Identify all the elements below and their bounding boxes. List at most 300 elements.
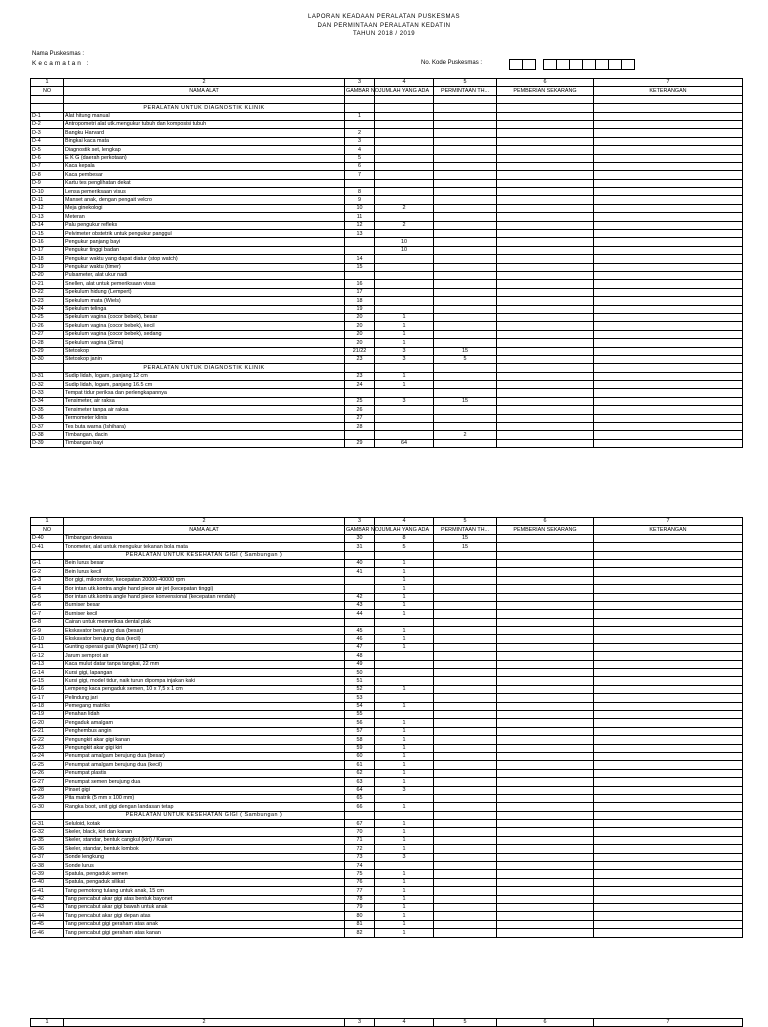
table-row	[31, 929, 743, 937]
cell-nama-alat: Pelvimeter obstetrik untuk pengukur panggul	[64, 230, 345, 238]
cell-nama-alat: Timbangan dewasa	[64, 534, 345, 542]
table-row	[31, 288, 743, 296]
cell-jumlah	[375, 414, 434, 422]
cell-no: D-41	[31, 543, 64, 551]
table-row	[31, 887, 743, 895]
cell-pemberian	[497, 221, 594, 229]
cell-no: D-14	[31, 221, 64, 229]
col-num: 3	[345, 518, 375, 526]
cell-pemberian	[497, 828, 594, 836]
cell-no: D-8	[31, 171, 64, 179]
col-num: 4	[375, 79, 434, 87]
table-row	[31, 694, 743, 702]
cell-jumlah	[375, 146, 434, 154]
table-row	[31, 129, 743, 137]
cell-jumlah	[375, 271, 434, 279]
cell-jumlah	[375, 255, 434, 263]
cell-pemberian	[497, 305, 594, 313]
table-row	[31, 439, 743, 447]
cell-permintaan	[434, 576, 497, 584]
cell-permintaan	[434, 280, 497, 288]
cell-permintaan	[434, 702, 497, 710]
cell-keterangan	[594, 204, 743, 212]
cell-jumlah: 3	[375, 397, 434, 405]
cell-jumlah	[375, 112, 434, 120]
cell-pemberian	[497, 803, 594, 811]
cell-permintaan	[434, 820, 497, 828]
table-row	[31, 794, 743, 802]
cell-nama-alat: Timbangan, dacin	[64, 431, 345, 439]
cell-keterangan	[594, 534, 743, 542]
table-row	[31, 803, 743, 811]
cell-permintaan	[434, 313, 497, 321]
header-jumlah: JUMLAH YANG ADA	[375, 87, 434, 95]
cell-gambar	[345, 389, 375, 397]
cell-keterangan	[594, 439, 743, 447]
cell-jumlah	[375, 862, 434, 870]
cell-nama-alat: Tempat tidur periksa dan perlengkapannya	[64, 389, 345, 397]
cell-gambar: 25	[345, 397, 375, 405]
cell-no: D-29	[31, 347, 64, 355]
table-row	[31, 120, 743, 128]
cell-gambar: 15	[345, 263, 375, 271]
cell-gambar: 4	[345, 146, 375, 154]
cell-gambar: 29	[345, 439, 375, 447]
cell-gambar: 67	[345, 820, 375, 828]
empty-cell	[594, 364, 743, 372]
cell-keterangan	[594, 744, 743, 752]
cell-nama-alat: Burniser kecil	[64, 610, 345, 618]
cell-keterangan	[594, 585, 743, 593]
table-row	[31, 618, 743, 626]
cell-gambar: 31	[345, 543, 375, 551]
cell-pemberian	[497, 853, 594, 861]
section-no-cell	[31, 551, 64, 559]
cell-keterangan	[594, 677, 743, 685]
cell-keterangan	[594, 188, 743, 196]
cell-permintaan	[434, 601, 497, 609]
table-row	[31, 702, 743, 710]
cell-pemberian	[497, 593, 594, 601]
cell-jumlah: 1	[375, 372, 434, 380]
cell-pemberian	[497, 677, 594, 685]
equipment-table-1	[30, 78, 743, 448]
empty-cell	[375, 95, 434, 103]
cell-keterangan	[594, 389, 743, 397]
cell-nama-alat: Penumpat amalgam berujung dua (kecil)	[64, 761, 345, 769]
cell-gambar: 26	[345, 406, 375, 414]
cell-keterangan	[594, 313, 743, 321]
table-row	[31, 313, 743, 321]
cell-no: D-1	[31, 112, 64, 120]
cell-gambar	[345, 585, 375, 593]
cell-pemberian	[497, 643, 594, 651]
col-num: 5	[434, 79, 497, 87]
cell-pemberian	[497, 397, 594, 405]
cell-gambar: 49	[345, 660, 375, 668]
cell-jumlah: 1	[375, 381, 434, 389]
cell-permintaan	[434, 786, 497, 794]
cell-nama-alat: Spatula, pengaduk silikat	[64, 878, 345, 886]
cell-jumlah: 1	[375, 878, 434, 886]
cell-keterangan	[594, 397, 743, 405]
cell-gambar: 45	[345, 627, 375, 635]
empty-cell	[345, 551, 375, 559]
cell-no: D-39	[31, 439, 64, 447]
table-row	[31, 196, 743, 204]
cell-jumlah: 1	[375, 593, 434, 601]
cell-pemberian	[497, 137, 594, 145]
cell-keterangan	[594, 727, 743, 735]
cell-gambar	[345, 271, 375, 279]
cell-nama-alat: Spatula, pengaduk semen	[64, 870, 345, 878]
cell-no: G-14	[31, 669, 64, 677]
cell-permintaan	[434, 744, 497, 752]
cell-permintaan	[434, 794, 497, 802]
empty-cell	[594, 95, 743, 103]
cell-keterangan	[594, 694, 743, 702]
cell-nama-alat: Gunting operasi gusi (Wagner) (12 cm)	[64, 643, 345, 651]
cell-nama-alat: Tes buta warna (Ishihara)	[64, 423, 345, 431]
cell-jumlah: 10	[375, 246, 434, 254]
cell-gambar: 71	[345, 836, 375, 844]
cell-permintaan	[434, 221, 497, 229]
cell-keterangan	[594, 610, 743, 618]
cell-gambar: 3	[345, 137, 375, 145]
col-num: 1	[31, 518, 64, 526]
cell-pemberian	[497, 322, 594, 330]
cell-nama-alat: Stetoskop janin	[64, 355, 345, 363]
cell-no: D-31	[31, 372, 64, 380]
cell-jumlah: 1	[375, 330, 434, 338]
cell-permintaan	[434, 660, 497, 668]
cell-gambar: 20	[345, 339, 375, 347]
cell-gambar: 47	[345, 643, 375, 651]
cell-permintaan	[434, 836, 497, 844]
cell-jumlah: 1	[375, 559, 434, 567]
cell-pemberian	[497, 146, 594, 154]
cell-permintaan	[434, 322, 497, 330]
cell-no: G-26	[31, 769, 64, 777]
cell-nama-alat: Kursi gigi, lapangan	[64, 669, 345, 677]
cell-jumlah: 1	[375, 895, 434, 903]
cell-gambar: 63	[345, 778, 375, 786]
cell-no: D-5	[31, 146, 64, 154]
cell-nama-alat: Pengukur tinggi badan	[64, 246, 345, 254]
cell-nama-alat: Meteran	[64, 213, 345, 221]
cell-permintaan	[434, 255, 497, 263]
cell-jumlah	[375, 288, 434, 296]
header-permintaan: PERMINTAAN TH...	[434, 526, 497, 534]
cell-pemberian	[497, 618, 594, 626]
cell-permintaan	[434, 112, 497, 120]
cell-no: G-24	[31, 752, 64, 760]
cell-jumlah: 1	[375, 601, 434, 609]
cell-pemberian	[497, 162, 594, 170]
column-number-row	[31, 1019, 743, 1027]
col-num: 6	[497, 79, 594, 87]
table-row	[31, 895, 743, 903]
cell-jumlah: 1	[375, 719, 434, 727]
cell-keterangan	[594, 230, 743, 238]
cell-nama-alat: Kartu tes penglihatan dekat	[64, 179, 345, 187]
cell-gambar: 60	[345, 752, 375, 760]
empty-cell	[375, 104, 434, 112]
cell-gambar: 40	[345, 559, 375, 567]
cell-pemberian	[497, 129, 594, 137]
cell-jumlah	[375, 154, 434, 162]
cell-jumlah: 1	[375, 845, 434, 853]
equipment-table-3-cutoff	[30, 1018, 743, 1027]
table-row	[31, 635, 743, 643]
cell-permintaan	[434, 845, 497, 853]
cell-jumlah	[375, 660, 434, 668]
table-row	[31, 912, 743, 920]
cell-pemberian	[497, 903, 594, 911]
cell-permintaan	[434, 685, 497, 693]
cell-no: G-30	[31, 803, 64, 811]
cell-nama-alat: Bangku Harvard	[64, 129, 345, 137]
table-row	[31, 146, 743, 154]
cell-pemberian	[497, 213, 594, 221]
cell-nama-alat: Stetoskop	[64, 347, 345, 355]
cell-pemberian	[497, 188, 594, 196]
cell-keterangan	[594, 660, 743, 668]
col-num: 2	[64, 518, 345, 526]
cell-pemberian	[497, 710, 594, 718]
cell-keterangan	[594, 601, 743, 609]
cell-nama-alat: Pulsameter, alat ukur nadi	[64, 271, 345, 279]
empty-cell	[594, 104, 743, 112]
table-row	[31, 280, 743, 288]
cell-nama-alat: Pengungkit akar gigi kanan	[64, 736, 345, 744]
cell-permintaan	[434, 330, 497, 338]
cell-gambar: 41	[345, 568, 375, 576]
cell-gambar: 11	[345, 213, 375, 221]
cell-jumlah: 1	[375, 752, 434, 760]
section-row	[31, 811, 743, 819]
cell-gambar: 74	[345, 862, 375, 870]
cell-permintaan	[434, 895, 497, 903]
cell-no: D-3	[31, 129, 64, 137]
cell-gambar: 6	[345, 162, 375, 170]
cell-keterangan	[594, 719, 743, 727]
cell-permintaan	[434, 669, 497, 677]
cell-nama-alat: Pemegang matriks	[64, 702, 345, 710]
cell-pemberian	[497, 246, 594, 254]
cell-keterangan	[594, 171, 743, 179]
cell-gambar: 43	[345, 601, 375, 609]
table-row	[31, 593, 743, 601]
cell-pemberian	[497, 685, 594, 693]
cell-pemberian	[497, 204, 594, 212]
cell-permintaan	[434, 414, 497, 422]
cell-no: D-11	[31, 196, 64, 204]
cell-gambar: 75	[345, 870, 375, 878]
cell-nama-alat: Tang pencabut akar gigi bawah untuk anak	[64, 903, 345, 911]
cell-no: G-35	[31, 836, 64, 844]
cell-pemberian	[497, 736, 594, 744]
cell-pemberian	[497, 238, 594, 246]
cell-no: D-22	[31, 288, 64, 296]
cell-pemberian	[497, 576, 594, 584]
cell-jumlah: 1	[375, 929, 434, 937]
cell-keterangan	[594, 355, 743, 363]
table-row	[31, 543, 743, 551]
cell-nama-alat: Jarum semprot air	[64, 652, 345, 660]
cell-gambar: 23	[345, 355, 375, 363]
cell-pemberian	[497, 372, 594, 380]
column-header-row	[31, 87, 743, 95]
cell-keterangan	[594, 736, 743, 744]
cell-no: G-3	[31, 576, 64, 584]
cell-permintaan: 15	[434, 347, 497, 355]
cell-keterangan	[594, 912, 743, 920]
cell-nama-alat: Sudip lidah, logam, panjang 12 cm	[64, 372, 345, 380]
cell-permintaan	[434, 769, 497, 777]
cell-no: G-15	[31, 677, 64, 685]
cell-permintaan	[434, 652, 497, 660]
cell-pemberian	[497, 845, 594, 853]
cell-no: G-6	[31, 601, 64, 609]
cell-nama-alat: Ekskavator berujung dua (besar)	[64, 627, 345, 635]
cell-pemberian	[497, 761, 594, 769]
cell-no: D-28	[31, 339, 64, 347]
table-row	[31, 719, 743, 727]
table-row	[31, 576, 743, 584]
cell-no: G-8	[31, 618, 64, 626]
cell-no: G-32	[31, 828, 64, 836]
cell-no: D-19	[31, 263, 64, 271]
cell-gambar: 82	[345, 929, 375, 937]
report-title	[0, 13, 768, 39]
header-no: NO	[31, 526, 64, 534]
cell-pemberian	[497, 120, 594, 128]
cell-jumlah	[375, 213, 434, 221]
cell-no: D-40	[31, 534, 64, 542]
table-row	[31, 627, 743, 635]
cell-pemberian	[497, 752, 594, 760]
header-gambar: GAMBAR NO.	[346, 526, 381, 533]
cell-no: G-28	[31, 786, 64, 794]
cell-jumlah: 1	[375, 920, 434, 928]
cell-no: G-13	[31, 660, 64, 668]
table-row	[31, 601, 743, 609]
cell-pemberian	[497, 862, 594, 870]
cell-nama-alat: Sonde lurus	[64, 862, 345, 870]
cell-nama-alat: Diagnostik set, lengkap	[64, 146, 345, 154]
cell-nama-alat: Pengukur panjang bayi	[64, 238, 345, 246]
title-line-3: TAHUN 2018 / 2019	[352, 31, 416, 37]
table-row	[31, 423, 743, 431]
cell-no: D-9	[31, 179, 64, 187]
cell-keterangan	[594, 794, 743, 802]
cell-jumlah	[375, 196, 434, 204]
table-row	[31, 862, 743, 870]
cell-keterangan	[594, 543, 743, 551]
cell-keterangan	[594, 820, 743, 828]
cell-permintaan	[434, 288, 497, 296]
cell-pemberian	[497, 389, 594, 397]
cell-nama-alat: Penumpat amalgam berujung dua (besar)	[64, 752, 345, 760]
cell-keterangan	[594, 146, 743, 154]
cell-keterangan	[594, 406, 743, 414]
cell-jumlah: 1	[375, 828, 434, 836]
cell-pemberian	[497, 920, 594, 928]
cell-pemberian	[497, 786, 594, 794]
cell-jumlah	[375, 263, 434, 271]
cell-nama-alat: Timbangan bayi	[64, 439, 345, 447]
cell-pemberian	[497, 836, 594, 844]
cell-nama-alat: Penumpat semen berujung dua	[64, 778, 345, 786]
empty-cell	[345, 364, 375, 372]
cell-gambar: 54	[345, 702, 375, 710]
cell-permintaan	[434, 129, 497, 137]
cell-nama-alat: Bor intan utk.kontra angle hand piece konvensional (kecepatan rendah)	[64, 593, 345, 601]
section-no-cell	[31, 104, 64, 112]
empty-cell	[375, 811, 434, 819]
cell-permintaan	[434, 568, 497, 576]
cell-nama-alat: Skeler, standar, bentuk lombok	[64, 845, 345, 853]
cell-pemberian	[497, 534, 594, 542]
cell-keterangan	[594, 271, 743, 279]
cell-gambar: 57	[345, 727, 375, 735]
table-row	[31, 568, 743, 576]
cell-nama-alat: Palu pengukur refleks	[64, 221, 345, 229]
cell-jumlah: 3	[375, 355, 434, 363]
cell-nama-alat: Lempeng kaca pengaduk semen, 10 x 7,5 x 1 cm	[64, 685, 345, 693]
cell-gambar	[345, 246, 375, 254]
cell-jumlah	[375, 652, 434, 660]
header-permintaan: PERMINTAAN TH...	[434, 87, 497, 95]
cell-jumlah: 1	[375, 803, 434, 811]
cell-no: G-45	[31, 920, 64, 928]
cell-pemberian	[497, 431, 594, 439]
cell-keterangan	[594, 929, 743, 937]
cell-no: G-39	[31, 870, 64, 878]
cell-jumlah: 5	[375, 543, 434, 551]
cell-jumlah: 1	[375, 576, 434, 584]
table-row	[31, 389, 743, 397]
cell-nama-alat: Lensa pemeriksaan visus	[64, 188, 345, 196]
table-row	[31, 137, 743, 145]
cell-pemberian	[497, 610, 594, 618]
cell-jumlah: 1	[375, 568, 434, 576]
cell-permintaan	[434, 929, 497, 937]
cell-permintaan	[434, 120, 497, 128]
cell-pemberian	[497, 769, 594, 777]
table-row	[31, 744, 743, 752]
cell-permintaan	[434, 593, 497, 601]
col-num: 6	[497, 1019, 594, 1027]
cell-gambar: 76	[345, 878, 375, 886]
cell-permintaan	[434, 230, 497, 238]
empty-cell	[345, 95, 375, 103]
cell-permintaan	[434, 736, 497, 744]
cell-permintaan	[434, 610, 497, 618]
cell-nama-alat: Tang pencabut gigi geraham atas anak	[64, 920, 345, 928]
cell-pemberian	[497, 744, 594, 752]
cell-permintaan	[434, 585, 497, 593]
cell-jumlah: 1	[375, 702, 434, 710]
cell-keterangan	[594, 414, 743, 422]
cell-no: D-18	[31, 255, 64, 263]
section-title: PERALATAN UNTUK KESEHATAN GIGI ( Sambungan )	[64, 551, 345, 559]
cell-permintaan	[434, 710, 497, 718]
header-pemberian: PEMBERIAN SEKARANG	[497, 526, 594, 534]
header-keterangan: KETERANGAN	[594, 87, 743, 95]
cell-keterangan	[594, 297, 743, 305]
